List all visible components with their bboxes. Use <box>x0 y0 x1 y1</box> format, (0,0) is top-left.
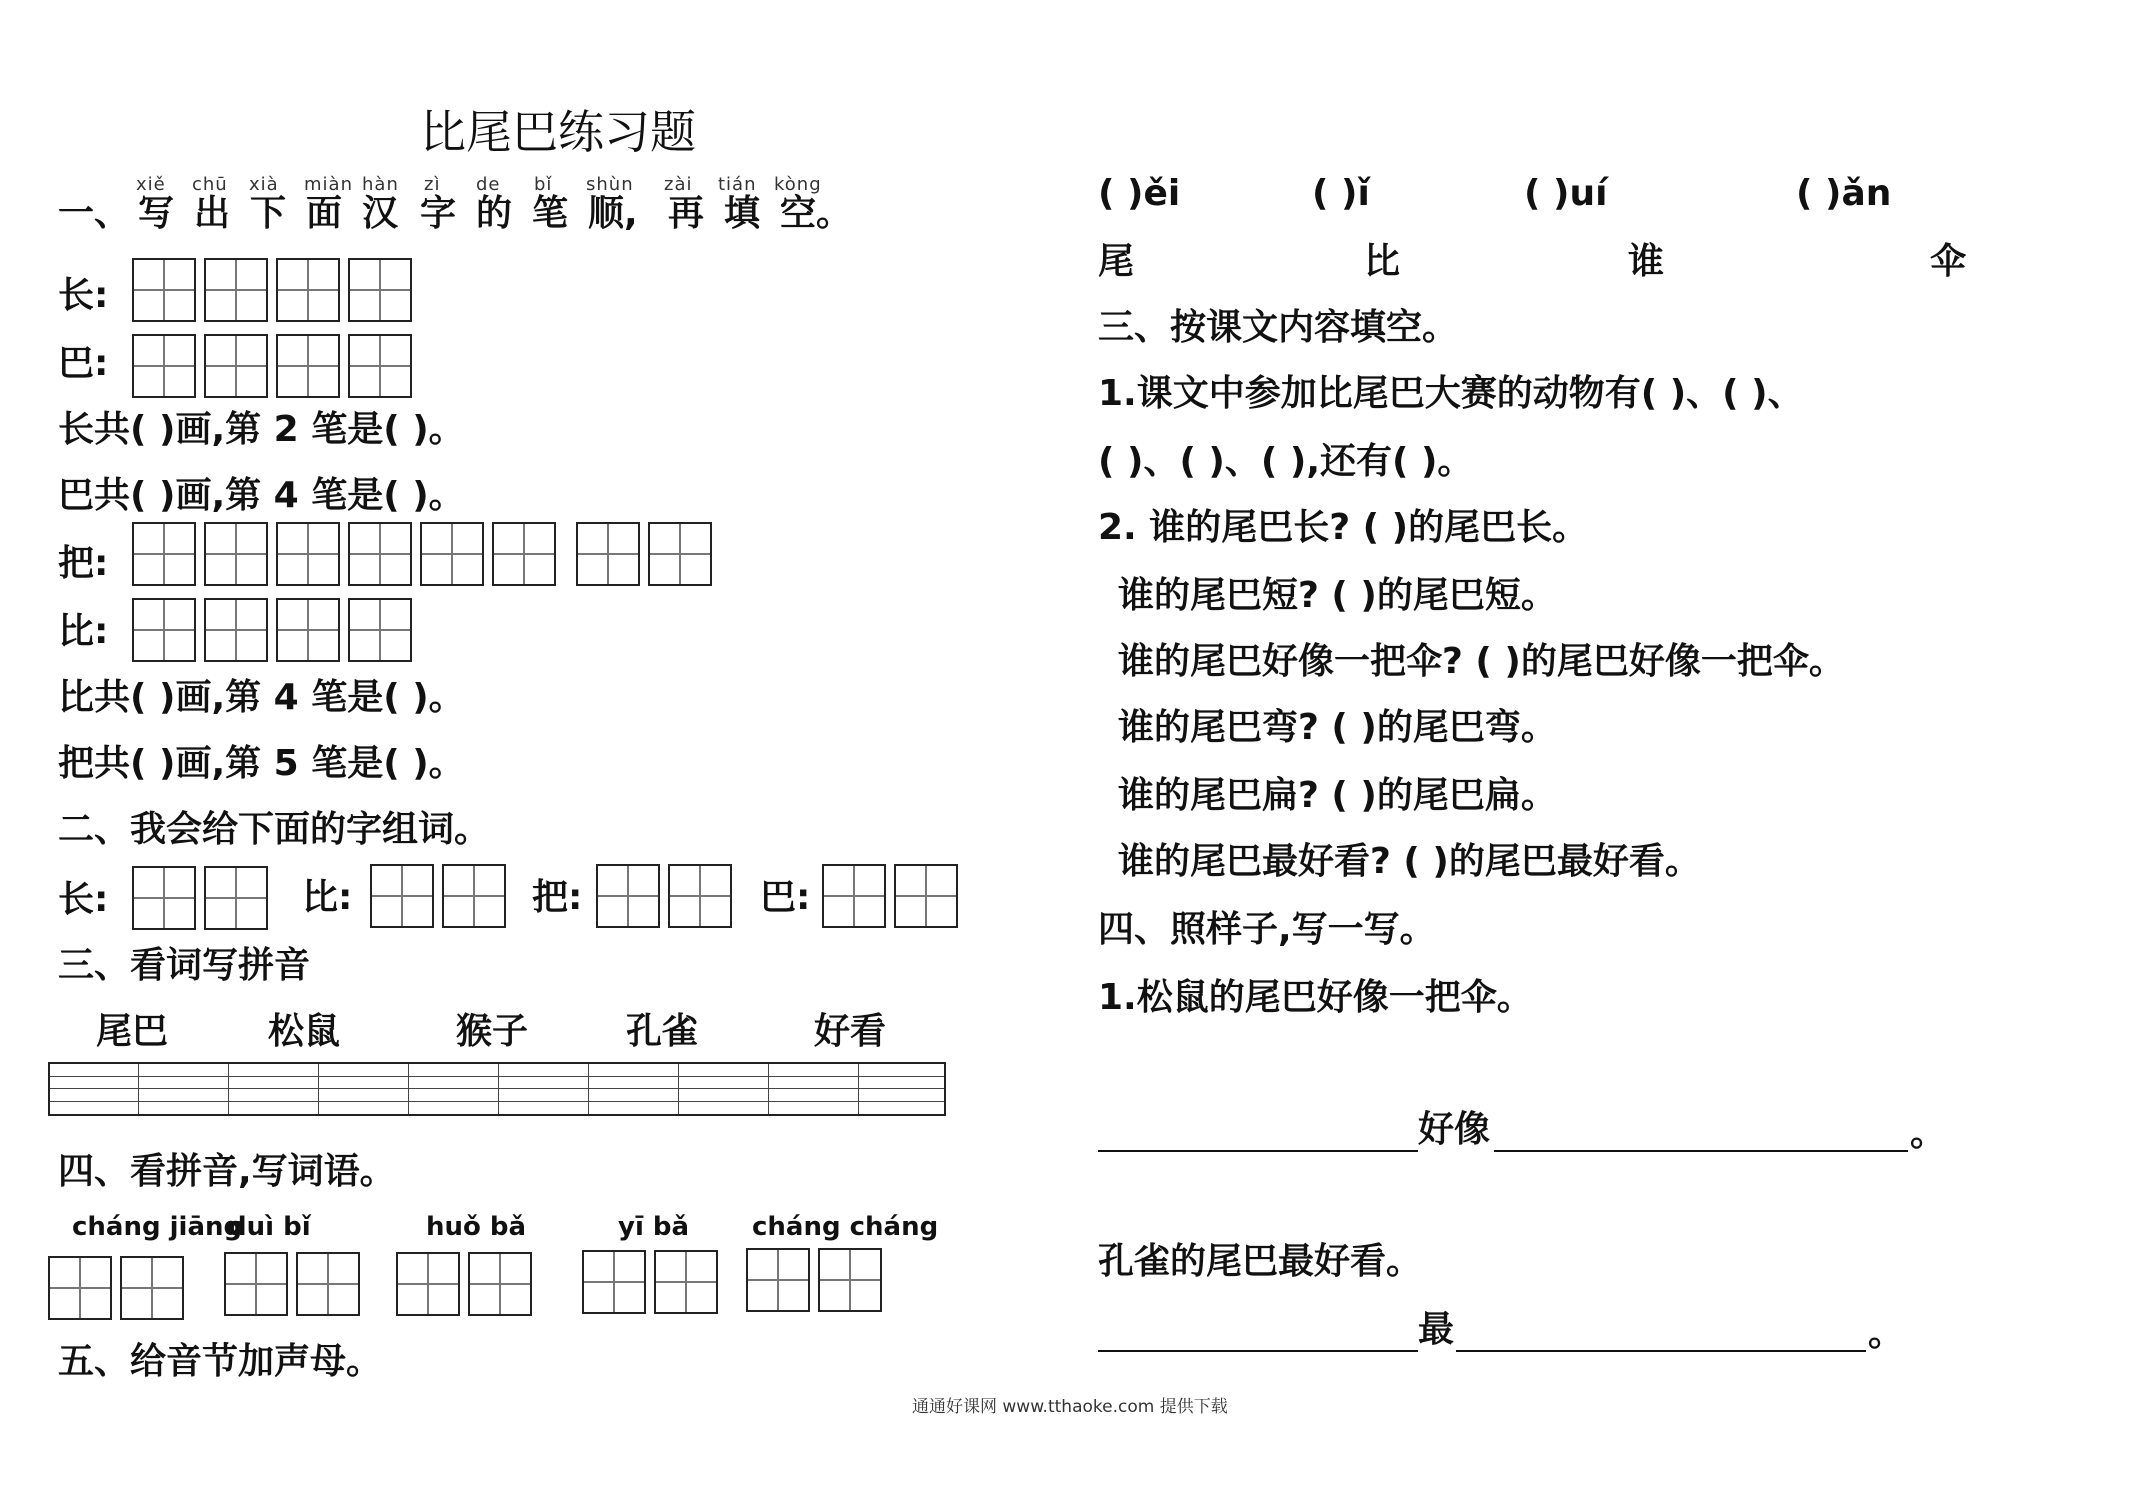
question-ba-strokes: 巴共( )画,第 4 笔是( )。 <box>58 475 465 516</box>
writing-cell[interactable] <box>224 1252 288 1316</box>
py-char: 比 <box>1364 241 1401 282</box>
s3-word: 尾巴 <box>96 1011 169 1052</box>
label-bi: 比: <box>58 611 109 652</box>
py-blank[interactable]: ( )ǎn <box>1796 173 1892 214</box>
writing-cell[interactable] <box>132 866 196 930</box>
s3-word: 孔雀 <box>626 1011 699 1052</box>
writing-cell[interactable] <box>648 522 712 586</box>
period: 。 <box>1910 1113 1947 1154</box>
q2-item: 谁的尾巴好像一把伞? ( )的尾巴好像一把伞。 <box>1118 641 1845 682</box>
py-char: 谁 <box>1628 241 1665 282</box>
s2-label-ba: 巴: <box>760 877 811 918</box>
r-s3-heading: 三、按课文内容填空。 <box>1098 307 1459 348</box>
writing-cell[interactable] <box>348 598 412 662</box>
grid-bi <box>132 598 412 662</box>
writing-cell[interactable] <box>132 334 196 398</box>
period: 。 <box>1868 1313 1905 1354</box>
s1-pinyin-item: chū <box>192 174 228 195</box>
pinyin-writing-table[interactable] <box>48 1062 946 1116</box>
s1-heading-char: 笔 <box>532 193 569 234</box>
s3-word: 松鼠 <box>268 1011 341 1052</box>
writing-cell[interactable] <box>596 864 660 928</box>
example-2: 孔雀的尾巴最好看。 <box>1098 1241 1423 1282</box>
writing-cell[interactable] <box>348 522 412 586</box>
s5-heading: 五、给音节加声母。 <box>58 1341 383 1382</box>
answer-line[interactable] <box>1098 1150 1418 1152</box>
s4-grid-5 <box>746 1248 882 1312</box>
writing-cell[interactable] <box>894 864 958 928</box>
writing-cell[interactable] <box>276 334 340 398</box>
writing-cell[interactable] <box>822 864 886 928</box>
writing-cell[interactable] <box>132 258 196 322</box>
answer-line[interactable] <box>1494 1150 1908 1152</box>
r-s4-heading: 四、照样子,写一写。 <box>1098 909 1436 950</box>
label-chang: 长: <box>58 275 109 316</box>
label-ba: 巴: <box>58 343 109 384</box>
example-1: 1.松鼠的尾巴好像一把伞。 <box>1098 977 1533 1018</box>
py-char: 尾 <box>1098 241 1135 282</box>
py-blank[interactable]: ( )uí <box>1524 173 1608 214</box>
writing-cell[interactable] <box>120 1256 184 1320</box>
writing-cell[interactable] <box>132 598 196 662</box>
writing-cell[interactable] <box>276 522 340 586</box>
q2-item: 谁的尾巴扁? ( )的尾巴扁。 <box>1118 775 1557 816</box>
q1-line1: 1.课文中参加比尾巴大赛的动物有( )、( )、 <box>1098 373 1804 414</box>
s1-heading-char: 写 <box>138 193 175 234</box>
py-blank[interactable]: ( )ěi <box>1098 173 1181 214</box>
s1-pinyin-item: shùn <box>586 174 634 195</box>
s1-pinyin-item: hàn <box>362 174 399 195</box>
page-title: 比尾巴练习题 <box>420 105 696 159</box>
writing-cell[interactable] <box>348 258 412 322</box>
question-bi-strokes: 比共( )画,第 4 笔是( )。 <box>58 677 465 718</box>
writing-cell[interactable] <box>668 864 732 928</box>
writing-cell[interactable] <box>296 1252 360 1316</box>
writing-cell[interactable] <box>442 864 506 928</box>
word-zui: 最 <box>1418 1309 1455 1350</box>
s2-label-chang: 长: <box>58 879 109 920</box>
s1-heading-char: 出 <box>194 193 231 234</box>
s2-grid-chang <box>132 866 268 930</box>
s1-heading-char: 一、 <box>58 193 131 234</box>
s1-pinyin-item: bǐ <box>534 174 553 195</box>
s2-heading: 二、我会给下面的字组词。 <box>58 809 491 850</box>
s3-word: 好看 <box>814 1011 887 1052</box>
s1-pinyin-item: xiě <box>136 174 166 195</box>
s1-heading-char: 汉 <box>362 193 399 234</box>
s4-pinyin: cháng cháng <box>752 1212 939 1242</box>
q1-line2: ( )、( )、( ),还有( )。 <box>1098 441 1474 482</box>
s4-pinyin: huǒ bǎ <box>426 1212 527 1242</box>
writing-cell[interactable] <box>582 1250 646 1314</box>
q2-item: 2. 谁的尾巴长? ( )的尾巴长。 <box>1098 507 1589 548</box>
s1-heading-char: 空。 <box>780 193 853 234</box>
writing-cell[interactable] <box>576 522 640 586</box>
s1-heading-char: 字 <box>420 193 457 234</box>
writing-cell[interactable] <box>204 522 268 586</box>
s4-pinyin: duì bǐ <box>228 1212 311 1242</box>
writing-cell[interactable] <box>204 598 268 662</box>
py-char: 伞 <box>1930 241 1967 282</box>
writing-cell[interactable] <box>204 258 268 322</box>
q2-item: 谁的尾巴短? ( )的尾巴短。 <box>1118 575 1557 616</box>
writing-cell[interactable] <box>420 522 484 586</box>
writing-cell[interactable] <box>396 1252 460 1316</box>
writing-cell[interactable] <box>654 1250 718 1314</box>
writing-cell[interactable] <box>132 522 196 586</box>
s2-label-bi: 比: <box>302 877 353 918</box>
writing-cell[interactable] <box>818 1248 882 1312</box>
s4-heading: 四、看拼音,写词语。 <box>58 1151 396 1192</box>
answer-line[interactable] <box>1098 1350 1418 1352</box>
s1-pinyin-item: tián <box>718 174 757 195</box>
s4-pinyin: yī bǎ <box>618 1212 690 1242</box>
s1-heading-char: 顺, <box>588 193 638 234</box>
s4-grid-4 <box>582 1250 718 1314</box>
writing-cell[interactable] <box>746 1248 810 1312</box>
s3-word: 猴子 <box>456 1011 529 1052</box>
s2-grid-ba2 <box>596 864 732 928</box>
writing-cell[interactable] <box>204 866 268 930</box>
s1-heading-char: 填 <box>724 193 761 234</box>
s4-grid-3 <box>396 1252 532 1316</box>
writing-cell[interactable] <box>276 258 340 322</box>
s1-heading-char: 的 <box>476 193 513 234</box>
s2-grid-bi <box>370 864 506 928</box>
s1-heading-char: 下 <box>250 193 287 234</box>
s4-grid-2 <box>224 1252 360 1316</box>
grid-ba2 <box>132 522 712 586</box>
s1-pinyin-item: xià <box>249 174 279 195</box>
word-haoxiang: 好像 <box>1418 1109 1491 1150</box>
writing-cell[interactable] <box>204 334 268 398</box>
grid-ba <box>132 334 412 398</box>
s4-pinyin: cháng jiāng <box>72 1212 243 1242</box>
s1-pinyin-item: zài <box>664 174 693 195</box>
q2-item: 谁的尾巴弯? ( )的尾巴弯。 <box>1118 707 1557 748</box>
s3-heading: 三、看词写拼音 <box>58 945 311 986</box>
writing-cell[interactable] <box>492 522 556 586</box>
q2-item: 谁的尾巴最好看? ( )的尾巴最好看。 <box>1118 841 1701 882</box>
s1-pinyin-item: miàn <box>304 174 353 195</box>
writing-cell[interactable] <box>468 1252 532 1316</box>
footer-credit: 通通好课网 www.tthaoke.com 提供下载 <box>912 1397 1228 1417</box>
writing-cell[interactable] <box>276 598 340 662</box>
s2-label-ba2: 把: <box>532 877 583 918</box>
s2-grid-ba <box>822 864 958 928</box>
answer-line[interactable] <box>1456 1350 1866 1352</box>
s1-pinyin-item: de <box>476 174 501 195</box>
s1-pinyin-item: kòng <box>774 174 822 195</box>
s4-grid-1 <box>48 1256 184 1320</box>
s1-heading-char: 面 <box>306 193 343 234</box>
writing-cell[interactable] <box>370 864 434 928</box>
s1-pinyin-item: zì <box>424 174 441 195</box>
s1-heading-char: 再 <box>668 193 705 234</box>
writing-cell[interactable] <box>348 334 412 398</box>
question-chang-strokes: 长共( )画,第 2 笔是( )。 <box>58 409 465 450</box>
grid-chang <box>132 258 412 322</box>
question-ba2-strokes: 把共( )画,第 5 笔是( )。 <box>58 743 465 784</box>
label-ba2: 把: <box>58 543 109 584</box>
py-blank[interactable]: ( )ǐ <box>1312 173 1370 214</box>
writing-cell[interactable] <box>48 1256 112 1320</box>
